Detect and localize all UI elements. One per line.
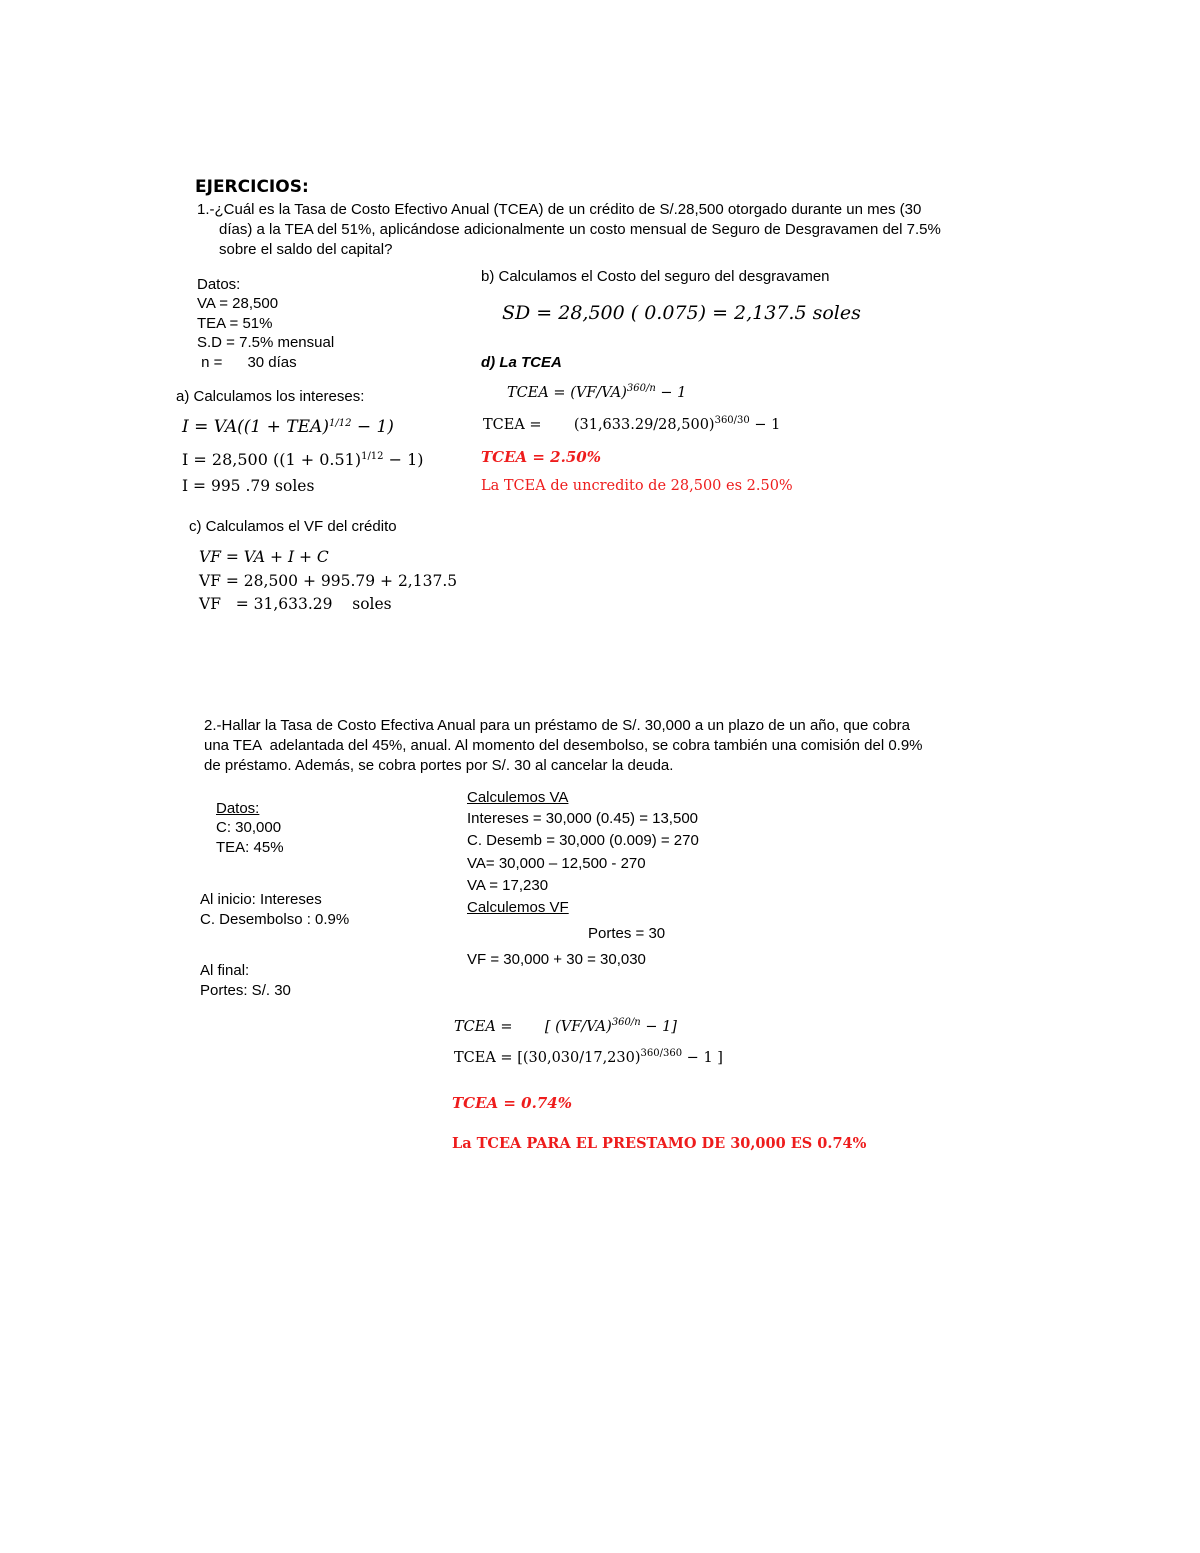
ex1-step-b-label: b) Calculamos el Costo del seguro del desgravamen bbox=[481, 268, 830, 285]
ex2-result: TCEA = 0.74% bbox=[452, 1094, 572, 1112]
ex2-va-line3: VA= 30,000 – 12,500 - 270 bbox=[467, 855, 646, 872]
ex2-statement-line1: 2.-Hallar la Tasa de Costo Efectiva Anual para un préstamo de S/. 30,000 a un plazo de un año, que cobra bbox=[204, 717, 911, 734]
ex2-inicio-line2: C. Desembolso : 0.9% bbox=[200, 911, 350, 928]
ex2-formula-2: TCEA = [$(30,030/17,230)^{360/360} - 1$ ] bbox=[454, 1048, 723, 1066]
ex1-statement-line3: sobre el saldo del capital? bbox=[219, 241, 393, 258]
ex2-final-line2: Portes: S/. 30 bbox=[200, 982, 291, 999]
ex1-datos-label: Datos: bbox=[197, 276, 241, 293]
ex1-d-conclusion: La TCEA de uncredito de 28,500 es 2.50% bbox=[481, 478, 793, 494]
ex2-va-line1: Intereses = 30,000 (0.45) = 13,500 bbox=[467, 810, 698, 827]
ex1-b-formula: SD = 28,500 ( 0.075) = 2,137.5 soles bbox=[502, 302, 861, 324]
ex1-step-d-label: d) La TCEA bbox=[481, 354, 562, 371]
ex1-d-formula-2: TCEA = $(31,633.29/28,500)^{360/30} - 1$ bbox=[483, 415, 781, 433]
ex1-a-formula-3: I = 995 .79 soles bbox=[182, 477, 315, 495]
ex1-d-result: TCEA = 2.50% bbox=[481, 448, 601, 466]
ex1-c-formula-2: VF = 28,500 + 995.79 + 2,137.5 bbox=[199, 572, 458, 590]
ex1-datos-va: VA = 28,500 bbox=[197, 295, 279, 312]
ex2-statement-line3: de préstamo. Además, se cobra portes por S/. 30 al cancelar la deuda. bbox=[204, 757, 674, 774]
ex1-statement-line2: días) a la TEA del 51%, aplicándose adicionalmente un costo mensual de Seguro de Desgravamen del 7.5% bbox=[219, 221, 941, 238]
ex2-va-line2: C. Desemb = 30,000 (0.009) = 270 bbox=[467, 832, 699, 849]
ex2-portes: Portes = 30 bbox=[588, 925, 666, 942]
ex1-a-formula-2: I = 28,500 $((1 + 0.51)^{1/12} - 1)$ bbox=[182, 450, 424, 469]
ex1-c-formula-3: VF = 31,633.29 soles bbox=[199, 595, 392, 613]
ex1-statement-line1: 1.-¿Cuál es la Tasa de Costo Efectivo Anual (TCEA) de un crédito de S/.28,500 otorgado durante un mes (30 bbox=[197, 201, 922, 218]
ex1-step-a-label: a) Calculamos los intereses: bbox=[176, 388, 365, 405]
ex2-statement-line2: una TEA adelantada del 45%, anual. Al momento del desembolso, se cobra también una comisión del 0.9% bbox=[204, 737, 923, 754]
ex2-datos-label: Datos: bbox=[216, 800, 260, 817]
ex2-datos-tea: TEA: 45% bbox=[216, 839, 284, 856]
ex2-va-title: Calculemos VA bbox=[467, 789, 569, 806]
ex2-conclusion: La TCEA PARA EL PRESTAMO DE 30,000 ES 0.74% bbox=[452, 1135, 867, 1152]
ex1-c-formula-1: VF = VA + I + C bbox=[199, 548, 329, 566]
ex2-vf-line: VF = 30,000 + 30 = 30,030 bbox=[467, 951, 646, 968]
ex2-final-line1: Al final: bbox=[200, 962, 250, 979]
ex1-a-formula-1: I = VA((1 + TEA)$^{1/12}$ − 1) bbox=[182, 417, 394, 437]
ex2-va-line4: VA = 17,230 bbox=[467, 877, 549, 894]
ex2-datos-c: C: 30,000 bbox=[216, 819, 282, 836]
ex1-step-c-label: c) Calculamos el VF del crédito bbox=[189, 518, 397, 535]
ex1-d-formula-1: TCEA = $(VF/VA)^{360/n} - 1$ bbox=[507, 383, 687, 401]
ex2-vf-title: Calculemos VF bbox=[467, 899, 569, 916]
ex2-inicio-line1: Al inicio: Intereses bbox=[200, 891, 322, 908]
ex1-datos-sd: S.D = 7.5% mensual bbox=[197, 334, 335, 351]
ex2-formula-1: TCEA = [ $(VF/VA)^{360/n} - 1$] bbox=[454, 1017, 677, 1035]
ex1-datos-n: n = 30 días bbox=[197, 354, 297, 371]
page-title: EJERCICIOS: bbox=[195, 177, 309, 197]
ex1-datos-tea: TEA = 51% bbox=[197, 315, 273, 332]
